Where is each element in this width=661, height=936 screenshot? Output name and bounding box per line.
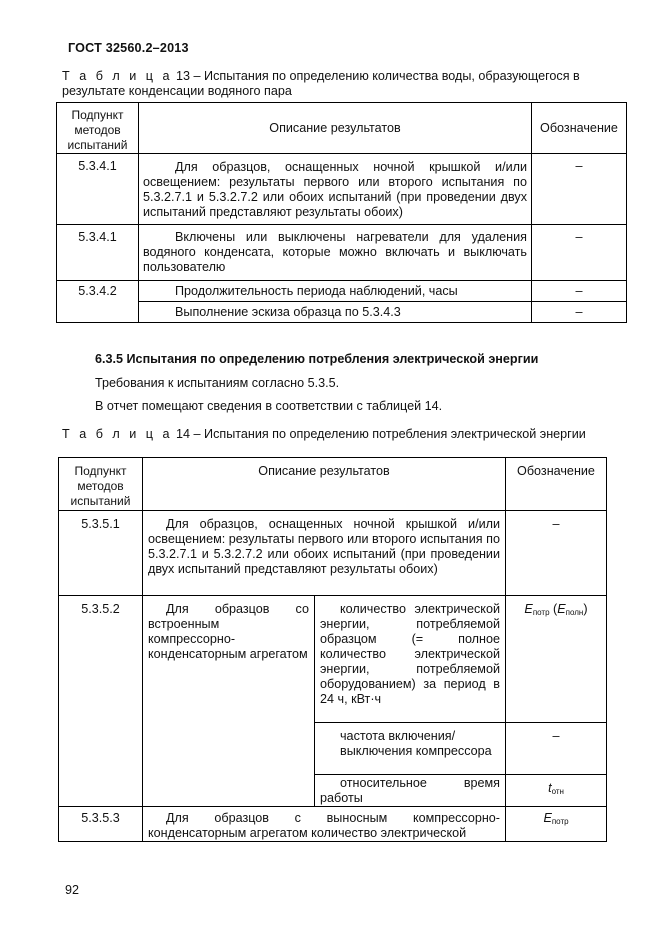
table14-row2-group: Для образцов со встроенным компрессорно-конденсаторным агрегатом <box>143 596 315 807</box>
table13-row1-sym: – <box>532 154 627 225</box>
table14 <box>58 457 607 842</box>
row3-sym-sub: потр <box>551 817 569 826</box>
sym1-sub: потр <box>532 608 550 617</box>
section-paragraph-1: Требования к испытаниям согласно 5.3.5. <box>95 376 340 390</box>
table14-row1-desc: Для образцов, оснащенных ночной крышкой и/или освещением: результаты первого или второго испытания по 5.3.2.7.1 и 5.3.2.7.2 или обоих испытаний (при проведении двух испытаний представляют результаты обоих) <box>143 511 506 596</box>
table13-row3-num: 5.3.4.2 <box>57 281 139 302</box>
table13-row1-num: 5.3.4.1 <box>57 154 139 225</box>
table14-row2-sym3 <box>506 775 607 807</box>
table14-header-num: Подпункт методов испытаний <box>59 458 143 511</box>
table13 <box>56 102 627 323</box>
section-title: 6.3.5 Испытания по определению потребления электрической энергии <box>95 352 539 366</box>
table14-header-sym: Обозначение <box>506 458 607 511</box>
section-paragraph-2: В отчет помещают сведения в соответствии с таблицей 14. <box>95 399 443 413</box>
table13-caption-line2: результате конденсации водяного пара <box>62 84 292 98</box>
sym3-main: t <box>548 781 552 795</box>
table13-row1-desc: Для образцов, оснащенных ночной крышкой и/или освещением: результаты первого или второго испытания по 5.3.2.7.1 и 5.3.2.7.2 или обоих испытаний (при проведении двух испытаний представляют результаты обоих) <box>139 154 532 225</box>
table13-row4-desc: Выполнение эскиза образца по 5.3.4.3 <box>139 302 532 323</box>
table13-caption-title: 13 – Испытания по определению количества воды, образующегося в <box>172 69 580 83</box>
sym1-paren-sub: полн <box>565 608 584 617</box>
table13-header-num: Подпункт методов испытаний <box>57 103 139 154</box>
table13-caption <box>62 69 580 99</box>
table13-caption-label: Т а б л и ц а <box>62 69 173 83</box>
table14-row2-sub1: количество электрической энергии, потребляемой образцом (= полное количество электрической энергии, потребляемой оборудованием) за период в 24 ч, кВт·ч <box>315 596 506 723</box>
table13-row2-num: 5.3.4.1 <box>57 225 139 281</box>
document-code: ГОСТ 32560.2–2013 <box>68 41 189 55</box>
table14-row1-sym: – <box>506 511 607 596</box>
table13-row4-num <box>57 302 139 323</box>
table14-row2-sym1: $E_{потр}$ $(E_{полн})$ <box>506 596 607 723</box>
row3-sym-main: E <box>543 811 552 825</box>
table14-caption <box>62 427 586 442</box>
table14-row2-sub2: частота включения/выключения компрессора <box>315 723 506 775</box>
sym1-main: E <box>524 602 533 616</box>
table13-header-desc: Описание результатов <box>139 103 532 154</box>
table14-caption-label: Т а б л и ц а <box>62 427 173 441</box>
table14-row3-desc: Для образцов с выносным компрессорно-конденсаторным агрегатом количество электрической <box>143 807 506 842</box>
sym1-paren-main: E <box>557 602 566 616</box>
sym3-sub: отн <box>551 787 564 796</box>
table14-row2-num: 5.3.5.2 <box>59 596 143 807</box>
table14-row2-sym2: – <box>506 723 607 775</box>
table13-row3-sym: – <box>532 281 627 302</box>
table14-caption-title: 14 – Испытания по определению потребления электрической энергии <box>172 427 586 441</box>
table14-row2-sub3: относительное время работы <box>315 775 506 807</box>
table14-row3-num: 5.3.5.3 <box>59 807 143 842</box>
table13-row3-desc: Продолжительность периода наблюдений, часы <box>139 281 532 302</box>
table13-row2-desc: Включены или выключены нагреватели для удаления водяного конденсата, которые можно включать и выключать пользователю <box>139 225 532 281</box>
table14-header-desc: Описание результатов <box>143 458 506 511</box>
table14-row1-num: 5.3.5.1 <box>59 511 143 596</box>
table13-header-sym: Обозначение <box>532 103 627 154</box>
page-number: 92 <box>65 883 80 897</box>
table14-row3-sym <box>506 807 607 842</box>
table13-row4-sym: – <box>532 302 627 323</box>
table13-row2-sym: – <box>532 225 627 281</box>
